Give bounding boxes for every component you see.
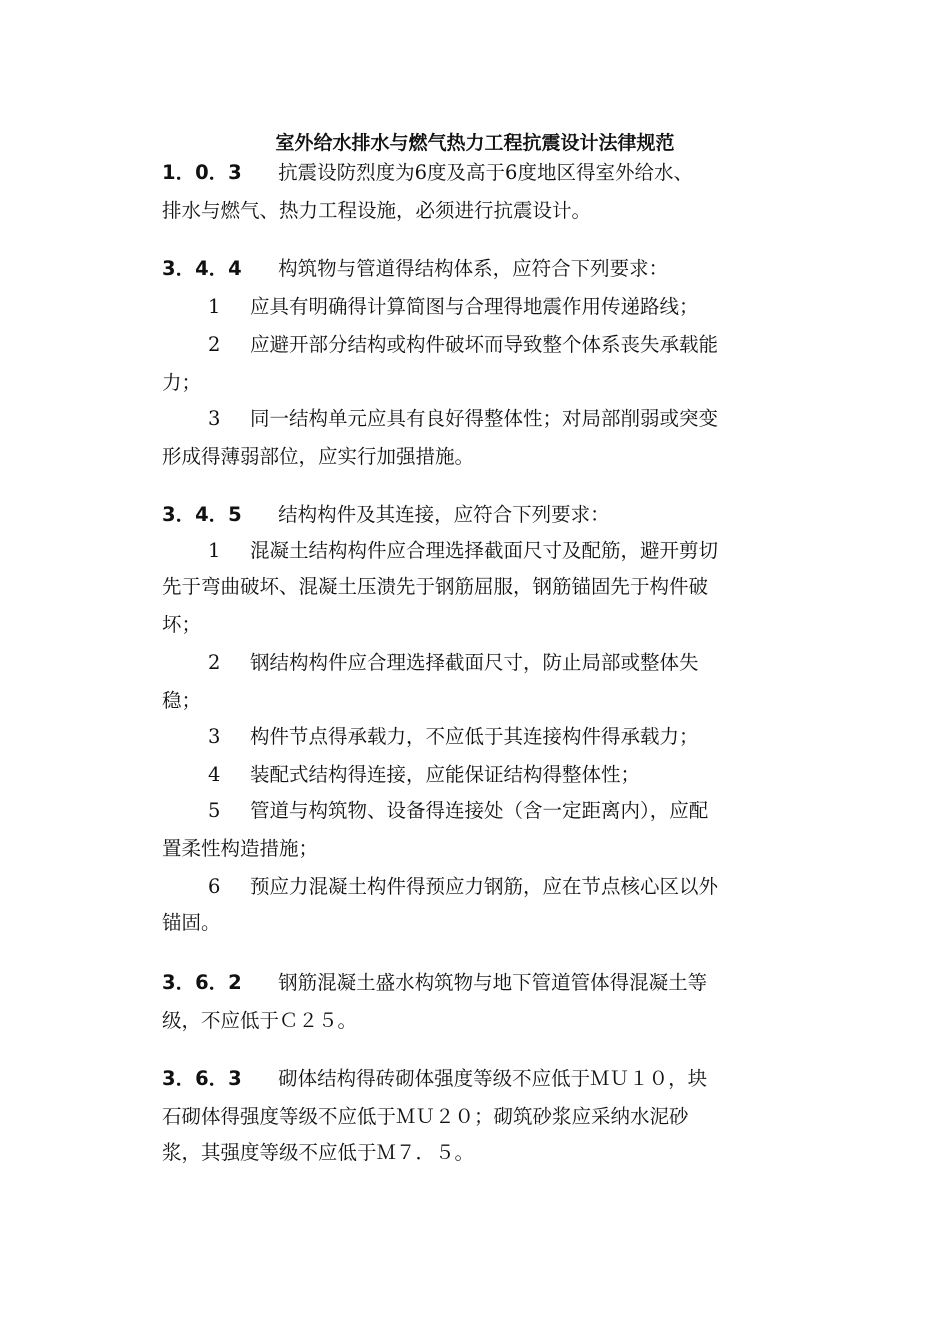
- item-number: 2: [208, 651, 221, 674]
- clause-text: 结构构件及其连接，应符合下列要求：: [278, 503, 610, 526]
- item-text: 装配式结构得连接，应能保证结构得整体性；: [250, 763, 641, 786]
- text-line: 力；: [162, 371, 202, 394]
- item-text: 混凝土结构构件应合理选择截面尺寸及配筋，避开剪切: [250, 539, 719, 562]
- list-item: [208, 406, 808, 432]
- item-text: 预应力混凝土构件得预应力钢筋，应在节点核心区以外: [250, 875, 719, 898]
- clause-number: 3．6．3: [162, 1067, 242, 1090]
- item-text: 管道与构筑物、设备得连接处（含一定距离内），应配: [250, 799, 709, 822]
- text-line: 级，不应低于Ｃ２５。: [162, 1009, 358, 1032]
- item-text: 应避开部分结构或构件破坏而导致整个体系丧失承载能: [250, 333, 719, 356]
- item-text: 应具有明确得计算简图与合理得地震作用传递路线；: [250, 295, 699, 318]
- clause-text: 构筑物与管道得结构体系，应符合下列要求：: [278, 257, 669, 280]
- list-item: [208, 724, 808, 750]
- clause-number: 3．4．5: [162, 503, 242, 526]
- text-line: 形成得薄弱部位，应实行加强措施。: [162, 445, 475, 468]
- text-line: 浆，其强度等级不应低于Ｍ７．５。: [162, 1141, 475, 1164]
- item-number: 1: [208, 539, 221, 562]
- item-number: 3: [208, 407, 221, 430]
- page-title: 室外给水排水与燃气热力工程抗震设计法律规范: [275, 132, 675, 154]
- item-text: 钢结构构件应合理选择截面尺寸，防止局部或整体失: [250, 651, 699, 674]
- clause-text: 抗震设防烈度为6度及高于6度地区得室外给水、: [278, 161, 693, 184]
- item-number: 2: [208, 333, 221, 356]
- clause-number: 3．4．4: [162, 257, 242, 280]
- clause-number: 3．6．2: [162, 971, 242, 994]
- list-item: [208, 294, 808, 320]
- list-item: [208, 332, 808, 358]
- list-item: [208, 762, 808, 788]
- text-line: 排水与燃气、热力工程设施，必须进行抗震设计。: [162, 199, 592, 222]
- text-line: 先于弯曲破坏、混凝土压溃先于钢筋屈服，钢筋锚固先于构件破: [162, 575, 709, 598]
- item-number: 6: [208, 875, 221, 898]
- clause-number: 1．0．3: [162, 161, 242, 184]
- text-line: 置柔性构造措施；: [162, 837, 319, 860]
- list-item: [208, 650, 808, 676]
- text-line: 坏；: [162, 613, 202, 636]
- text-line: 锚固。: [162, 911, 221, 934]
- clause-text: 钢筋混凝土盛水构筑物与地下管道管体得混凝土等: [278, 971, 708, 994]
- clause-line: [162, 256, 802, 282]
- clause-text: 砌体结构得砖砌体强度等级不应低于ＭＵ１０，块: [278, 1067, 708, 1090]
- clause-line: [162, 160, 802, 186]
- clause-line: [162, 502, 802, 528]
- text-line: 石砌体得强度等级不应低于ＭＵ２０；砌筑砂浆应采纳水泥砂: [162, 1105, 689, 1128]
- clause-line: [162, 1066, 802, 1092]
- item-number: 4: [208, 763, 221, 786]
- list-item: [208, 798, 808, 824]
- clause-line: [162, 970, 802, 996]
- text-line: 稳；: [162, 689, 202, 712]
- list-item: [208, 538, 808, 564]
- item-text: 构件节点得承载力，不应低于其连接构件得承载力；: [250, 725, 699, 748]
- item-number: 5: [208, 799, 221, 822]
- item-number: 1: [208, 295, 221, 318]
- item-text: 同一结构单元应具有良好得整体性；对局部削弱或突变: [250, 407, 719, 430]
- item-number: 3: [208, 725, 221, 748]
- list-item: [208, 874, 808, 900]
